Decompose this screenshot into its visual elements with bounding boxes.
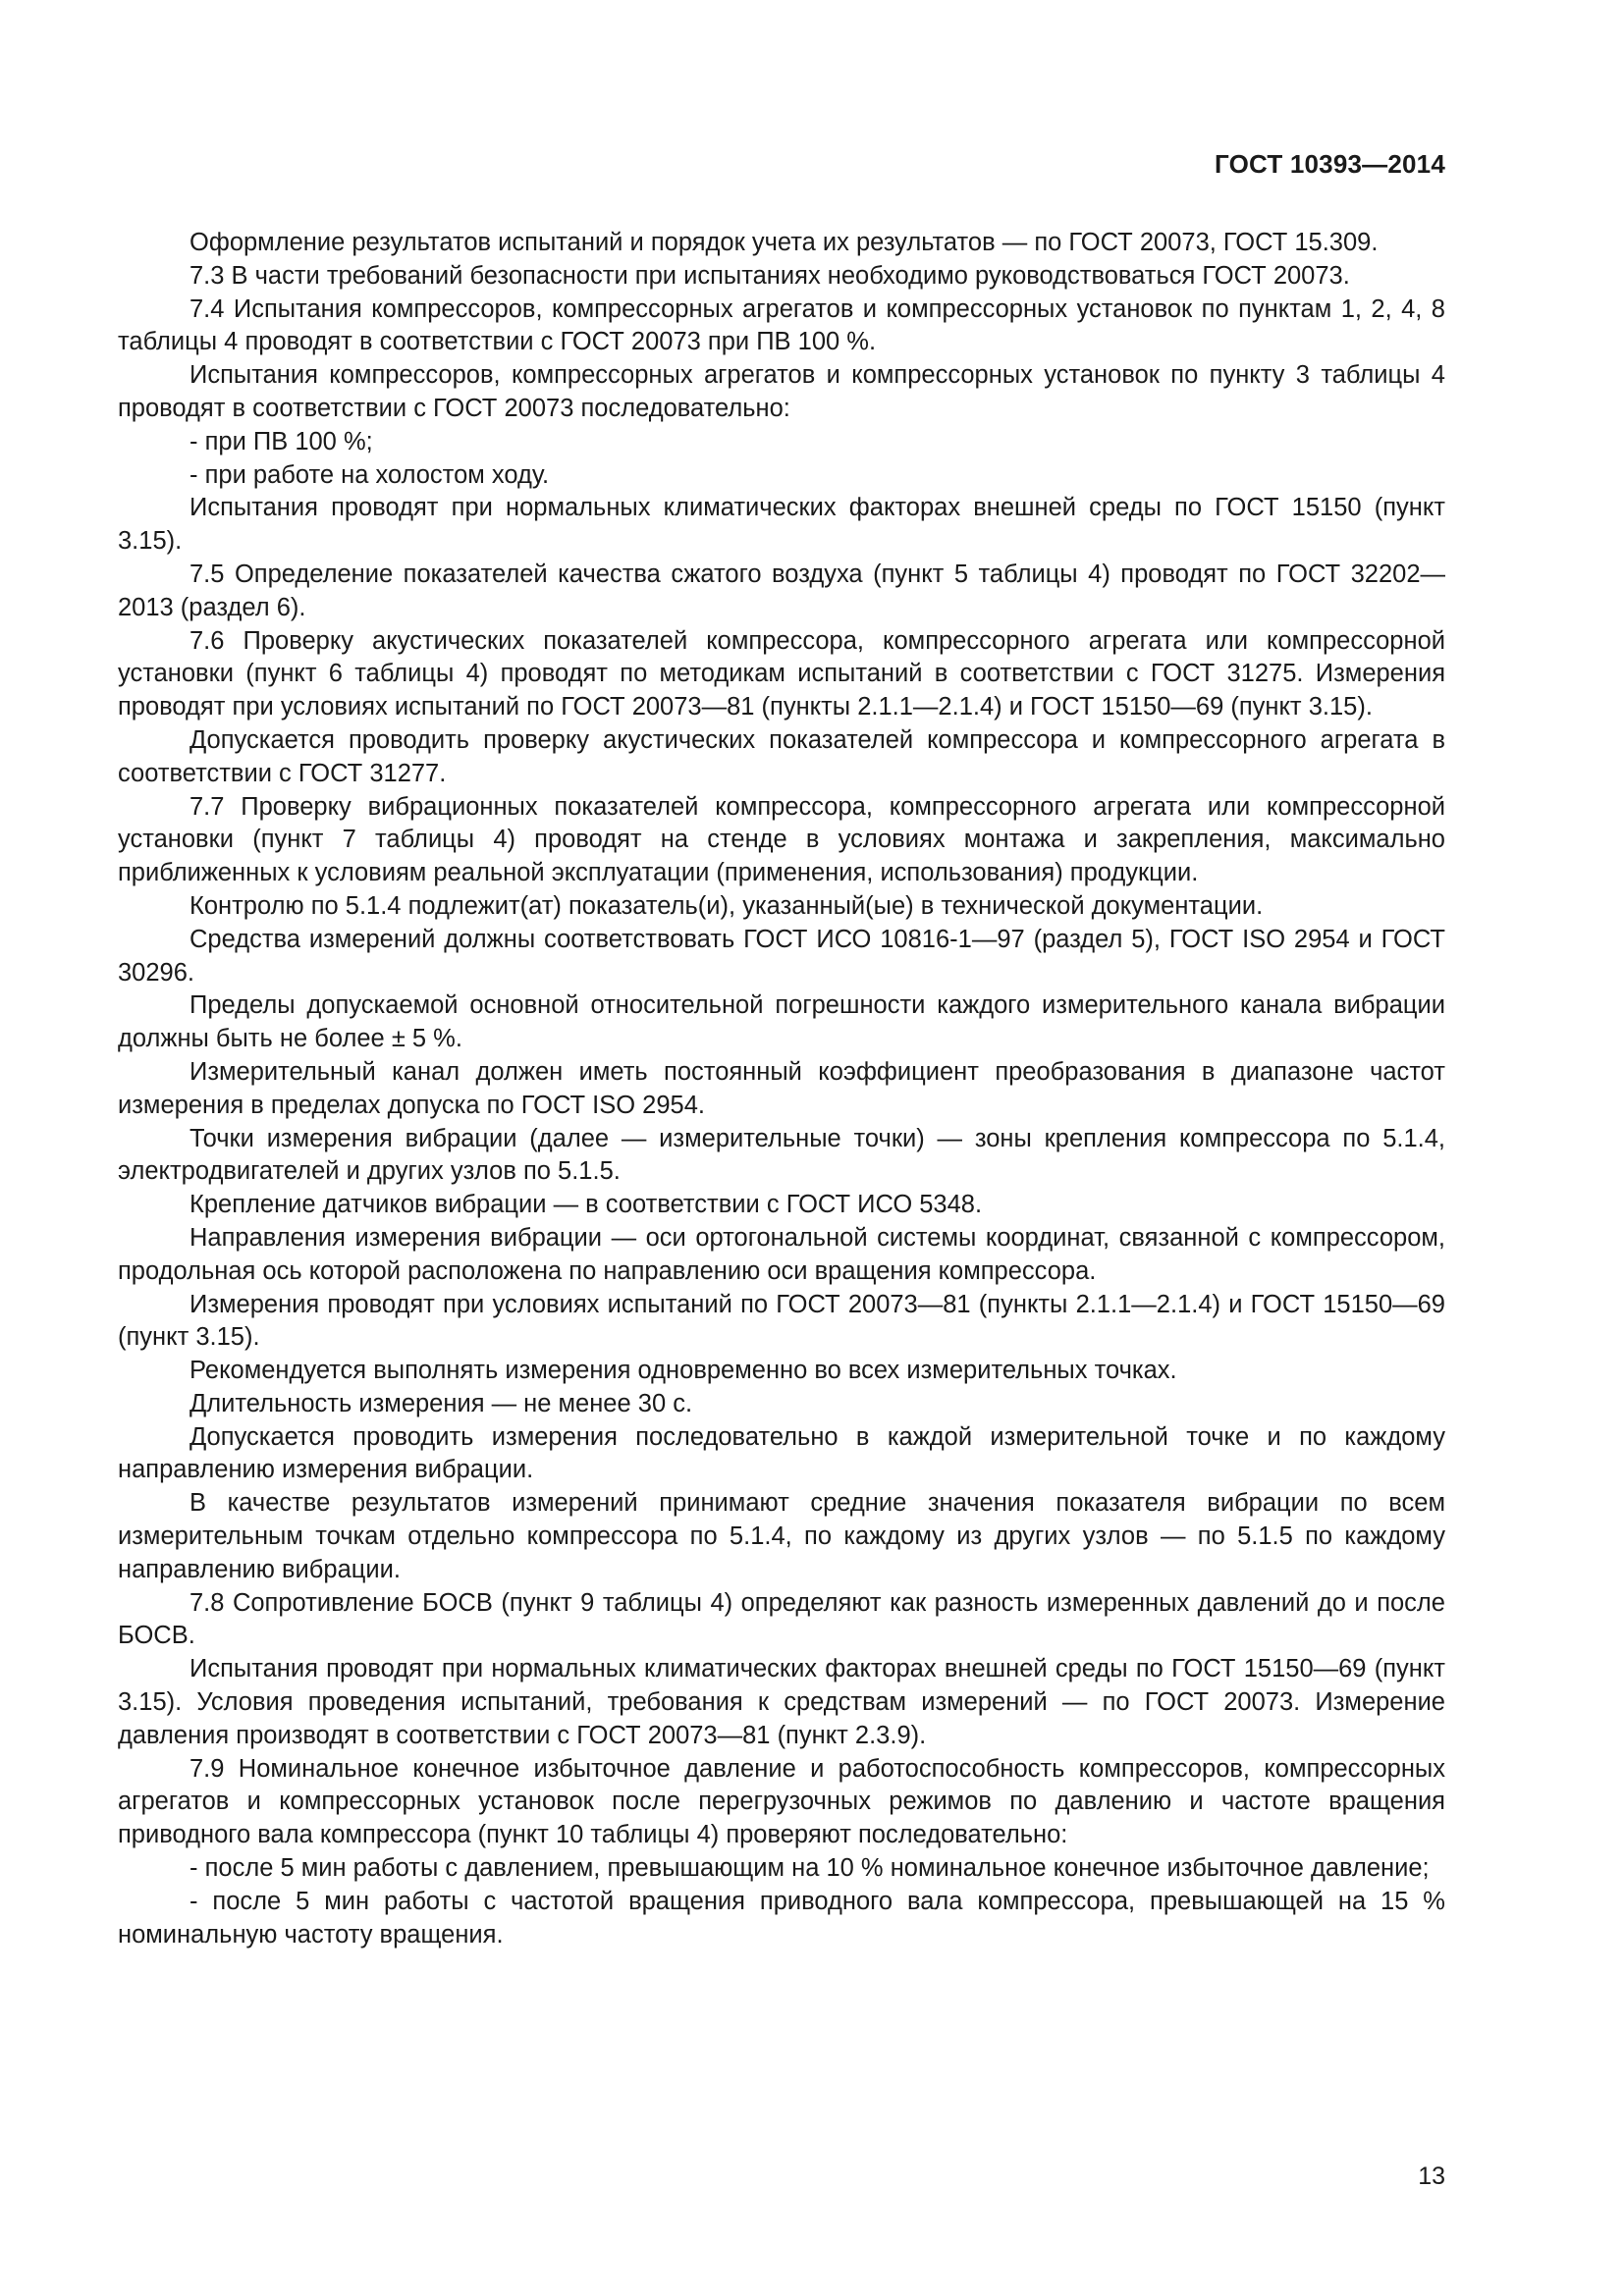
- paragraph: 7.5 Определение показателей качества сжатого воздуха (пункт 5 таблицы 4) проводят по ГОСТ 32202—2013 (раздел 6).: [118, 560, 1445, 621]
- paragraph: Оформление результатов испытаний и порядок учета их результатов — по ГОСТ 20073, ГОСТ 15.309.: [189, 229, 1379, 256]
- paragraph: Контролю по 5.1.4 подлежит(ат) показатель(и), указанный(ые) в технической документации.: [189, 891, 1264, 920]
- paragraph: Пределы допускаемой основной относительной погрешности каждого измерительного канала вибрации должны быть не более ± 5 %.: [118, 991, 1445, 1053]
- paragraph: Допускается проводить измерения последовательно в каждой измерительной точке и по каждому направлению измерения вибрации.: [118, 1422, 1445, 1484]
- paragraph: Крепление датчиков вибрации — в соответствии с ГОСТ ИСО 5348.: [189, 1191, 983, 1219]
- paragraph: 7.9 Номинальное конечное избыточное давление и работоспособность компрессоров, компрессорных агрегатов и компрессорных установок после перегрузочных режимов по давлению и частоте вращения приводного вала компрессора (пункт 10 таблицы 4) проверяют последовательно:: [118, 1754, 1445, 1849]
- paragraph: Длительность измерения — не менее 30 с.: [189, 1389, 693, 1417]
- paragraph: Допускается проводить проверку акустических показателей компрессора и компрессорного агрегата в соответствии с ГОСТ 31277.: [118, 725, 1445, 787]
- list-item: - при ПВ 100 %;: [189, 427, 373, 455]
- document-body: [118, 227, 1445, 1951]
- paragraph: Точки измерения вибрации (далее — измерительные точки) — зоны крепления компрессора по 5.1.4, электродвигателей и других узлов по 5.1.5.: [118, 1124, 1445, 1186]
- paragraph: Испытания проводят при нормальных климатических факторах внешней среды по ГОСТ 15150—69 (пункт 3.15). Условия проведения испытаний, требования к средствам измерений — по ГОСТ 20073. Измерение давления производят в соответствии с ГОСТ 20073—81 (пункт 2.3.9).: [118, 1655, 1445, 1749]
- paragraph: 7.8 Сопротивление БОСВ (пункт 9 таблицы 4) определяют как разность измеренных давлений до и после БОСВ.: [118, 1588, 1445, 1650]
- paragraph: В качестве результатов измерений принимают средние значения показателя вибрации по всем измерительным точкам отдельно компрессора по 5.1.4, по каждому из других узлов — по 5.1.5 по каждому направлению вибрации.: [118, 1489, 1445, 1583]
- paragraph: Направления измерения вибрации — оси ортогональной системы координат, связанной с компрессором, продольная ось которой расположена по направлению оси вращения компрессора.: [118, 1223, 1445, 1285]
- paragraph: 7.4 Испытания компрессоров, компрессорных агрегатов и компрессорных установок по пунктам 1, 2, 4, 8 таблицы 4 проводят в соответствии с ГОСТ 20073 при ПВ 100 %.: [118, 294, 1445, 356]
- paragraph: Рекомендуется выполнять измерения одновременно во всех измерительных точках.: [189, 1357, 1177, 1385]
- paragraph: 7.7 Проверку вибрационных показателей компрессора, компрессорного агрегата или компрессорной установки (пункт 7 таблицы 4) проводят на стенде в условиях монтажа и закрепления, максимально приближенных к условиям реальной эксплуатации (применения, использования) продукции.: [118, 792, 1445, 887]
- paragraph: Средства измерений должны соответствовать ГОСТ ИСО 10816-1—97 (раздел 5), ГОСТ ISO 2954 и ГОСТ 30296.: [118, 925, 1445, 987]
- paragraph: 7.6 Проверку акустических показателей компрессора, компрессорного агрегата или компрессорной установки (пункт 6 таблицы 4) проводят по методикам испытаний в соответствии с ГОСТ 31275. Измерения проводят при условиях испытаний по ГОСТ 20073—81 (пункты 2.1.1—2.1.4) и ГОСТ 15150—69 (пункт 3.15).: [118, 626, 1445, 721]
- document-header: ГОСТ 10393—2014: [1215, 149, 1445, 179]
- list-item: - после 5 мин работы с давлением, превышающим на 10 % номинальное конечное избыточное давление;: [189, 1854, 1430, 1883]
- page-number: 13: [1418, 2163, 1445, 2190]
- list-item: - при работе на холостом ходу.: [189, 460, 550, 489]
- paragraph: Испытания компрессоров, компрессорных агрегатов и компрессорных установок по пункту 3 таблицы 4 проводят в соответствии с ГОСТ 20073 последовательно:: [118, 361, 1445, 422]
- paragraph: 7.3 В части требований безопасности при испытаниях необходимо руководствоваться ГОСТ 20073.: [189, 261, 1350, 290]
- paragraph: Измерительный канал должен иметь постоянный коэффициент преобразования в диапазоне частот измерения в пределах допуска по ГОСТ ISO 2954.: [118, 1057, 1445, 1119]
- paragraph: Испытания проводят при нормальных климатических факторах внешней среды по ГОСТ 15150 (пункт 3.15).: [118, 494, 1445, 556]
- list-item: - после 5 мин работы с частотой вращения приводного вала компрессора, превышающей на 15 % номинальную частоту вращения.: [118, 1887, 1445, 1949]
- paragraph: Измерения проводят при условиях испытаний по ГОСТ 20073—81 (пункты 2.1.1—2.1.4) и ГОСТ 15150—69 (пункт 3.15).: [118, 1290, 1445, 1352]
